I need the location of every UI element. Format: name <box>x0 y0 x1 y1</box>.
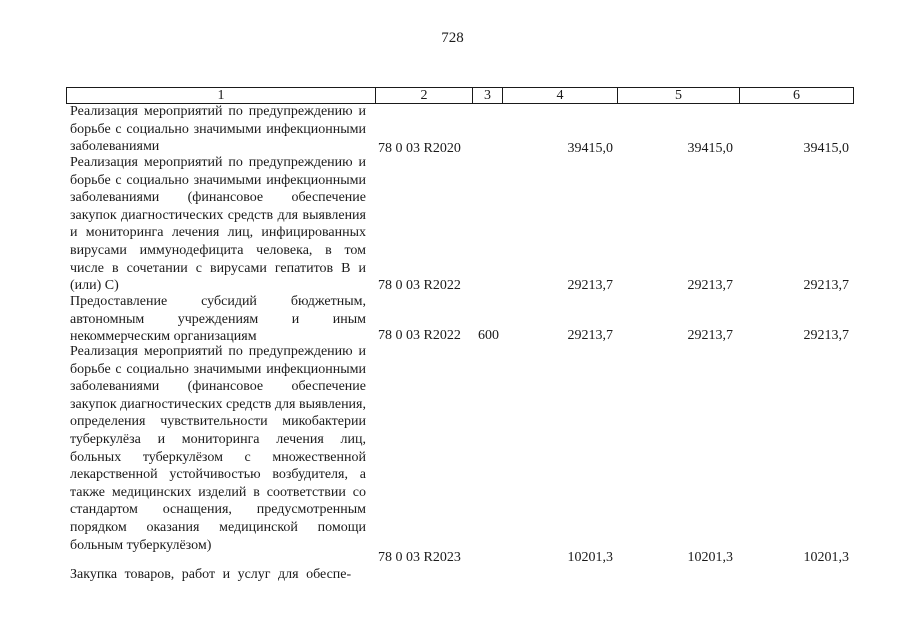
row-value-6: 29213,7 <box>803 328 849 343</box>
row-description: Реализация мероприятий по предупреждению и борьбе с социально значимыми инфекционными заболеваниями (финансовое обеспечение закупок диагностических средств для выявления и мониторинга лечения лиц, инфицированных вирусами иммунодефицита человека, в том числе в сочетании с вирусами гепатитов B и (или) C) <box>70 155 366 294</box>
row-value-4: 29213,7 <box>567 328 613 343</box>
header-col-6: 6 <box>739 88 853 103</box>
row-value-4: 29213,7 <box>567 278 613 293</box>
row-value-4: 10201,3 <box>567 550 613 565</box>
row-value-5: 39415,0 <box>687 141 733 156</box>
row-code: 78 0 03 R2022 <box>378 328 461 343</box>
row-description: Реализация мероприятий по предупреждению и борьбе с социально значимыми инфекционными заболеваниями <box>70 104 366 155</box>
header-col-4: 4 <box>502 88 617 103</box>
header-col-3: 3 <box>472 88 502 103</box>
row-code: 78 0 03 R2023 <box>378 550 461 565</box>
row-description: Закупка товаров, работ и услуг для обеспе- <box>70 567 352 582</box>
row-value-5: 29213,7 <box>687 328 733 343</box>
row-value-5: 10201,3 <box>687 550 733 565</box>
page-number: 728 <box>441 30 464 46</box>
row-value-6: 39415,0 <box>803 141 849 156</box>
row-code: 78 0 03 R2022 <box>378 278 461 293</box>
row-value-5: 29213,7 <box>687 278 733 293</box>
header-col-2: 2 <box>375 88 472 103</box>
row-value-6: 29213,7 <box>803 278 849 293</box>
row-description: Предоставление субсидий бюджетным, автономным учреждениям и иным некоммерческим организациям <box>70 294 366 345</box>
row-value-6: 10201,3 <box>803 550 849 565</box>
row-value-4: 39415,0 <box>567 141 613 156</box>
row-col3-value: 600 <box>478 328 499 343</box>
header-col-1: 1 <box>217 88 225 103</box>
row-code: 78 0 03 R2020 <box>378 141 461 156</box>
header-col-5: 5 <box>617 88 739 103</box>
row-description: Реализация мероприятий по предупреждению и борьбе с социально значимыми инфекционными заболеваниями (финансовое обеспечение закупок диагностических средств для выявления, определения чувствительности микобактерии туберкулёза и мониторинга лечения лиц, больных туберкулёзом с множественной лекарственной устойчивостью возбудителя, а также медицинских изделий в соответствии со стандартом оснащения, предусмотренным порядком оказания медицинской помощи больным туберкулёзом) <box>70 344 366 553</box>
